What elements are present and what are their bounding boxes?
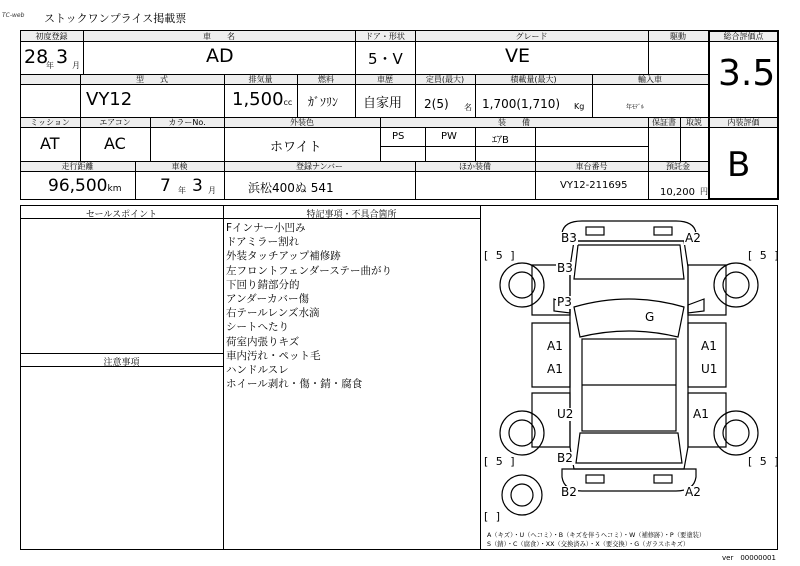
remark-item: ハンドルスレ [226,364,289,377]
remarks-title: 特記事項・不具合箇所 [306,210,397,220]
capacity-value [424,93,472,112]
damage-code: B2 [561,485,577,499]
mileage-value [48,176,121,196]
grade-value: VE [505,45,531,67]
deposit-label: 預託金 [666,162,690,171]
remark-item: Fインナー小凹み [226,222,306,234]
remark-item: 荷室内張りキズ [226,335,300,348]
damage-code: U1 [701,362,718,376]
remark-item: 車内汚れ・ペット毛 [226,349,321,362]
tire-rear-right: [ 5 ] [748,455,781,468]
interior-score-label: 内装評価 [727,118,760,127]
inspection-label: 車検 [171,162,188,171]
tire-rear-left: [ 5 ] [484,455,517,468]
mileage-unit: km [107,184,122,194]
door-shape-label: ドア・形状 [365,32,405,41]
damage-code: A1 [547,362,563,376]
first-reg-month-unit: 月 [72,61,80,70]
load-number: 1,700(1,710) [482,97,561,111]
vin-label: 車台番号 [575,162,608,171]
inspection-month: 3 [192,176,203,196]
car-name-value: AD [206,45,234,67]
model-label: 型 式 [136,75,168,84]
damage-code: A2 [685,231,701,245]
damage-code: P3 [557,295,572,309]
inspection-year: 7 [160,176,171,196]
mileage-label: 走行距離 [61,162,94,171]
usage-value: 自家用 [363,96,403,111]
remark-item: ホイール剥れ・傷・錆・腐食 [226,378,363,391]
remarks-list [226,221,392,391]
page-title: ストックワンプライス掲載票 [44,12,187,25]
load-unit: Kg [574,102,585,111]
damage-code: B3 [557,261,573,275]
inspection-month-unit: 月 [208,186,216,195]
damage-code: B3 [561,231,577,245]
displacement-value [232,89,292,110]
inspection-year-unit: 年 [178,186,186,195]
grade-label: グレード [515,32,548,41]
equipment-label: 装 備 [498,118,530,127]
load-value [482,93,585,112]
plate-value: 浜松400ぬ 541 [248,181,334,195]
usage-label: 車歴 [377,75,393,84]
deposit-value [660,180,708,199]
mission-label: ミッション [30,118,70,127]
damage-code: A1 [693,407,709,421]
remark-item: 外装タッチアップ補修跡 [226,250,341,263]
drive-label: 駆動 [670,32,686,41]
capacity-number: 2(5) [424,97,449,111]
exterior-color-label: 外装色 [290,118,314,127]
door-shape-value: 5・V [368,50,403,68]
legend-line: S（錆）・C（腐食）・XX（交換済み）・X（要交換）・G（ガラスホキズ） [487,541,690,548]
remark-item: 下回り錆部分的 [226,278,300,291]
fuel-label: 燃料 [318,75,334,84]
fuel-value: ｶﾞｿﾘﾝ [308,95,339,109]
vin-value: VY12-211695 [560,180,628,191]
aircon-label: エアコン [99,118,131,127]
remark-item: 左フロントフェンダーステー曲がり [226,264,393,277]
sales-point-title: セールスポイント [85,210,158,220]
displacement-unit: cc [283,98,293,107]
other-equipment-label: ほか装備 [459,162,491,171]
damage-code: A1 [701,339,717,353]
damage-legend [487,531,705,549]
deposit-unit: 円 [700,187,708,196]
equipment-item: PS [392,131,405,142]
deposit-number: 10,200 [660,187,695,198]
remark-item: アンダーカバー傷 [226,293,309,306]
tire-spare: [ ] [484,510,503,523]
damage-code: B2 [557,451,573,465]
load-label: 積載量(最大) [510,75,557,84]
warranty-label: 保証書 [652,118,676,127]
inspection-value [140,176,222,198]
capacity-unit: 名 [464,103,472,112]
damage-code: A1 [547,339,563,353]
displacement-label: 排気量 [248,75,273,84]
interior-score-value: B [727,145,751,185]
color-no-label: カラーNo. [168,118,206,127]
tire-front-right: [ 5 ] [748,249,781,262]
mileage-number: 96,500 [48,176,108,196]
damage-code: G [645,310,655,324]
manual-label: 取説 [686,118,702,127]
first-reg-month: 3 [56,46,69,68]
displacement-number: 1,500 [232,89,284,110]
tire-front-left: [ 5 ] [484,249,517,262]
remark-item: 右テールレンズ水滴 [226,307,320,320]
capacity-label: 定員(最大) [425,75,465,84]
logo-text: TC-web [2,12,25,19]
first-reg-value [22,44,82,72]
version-label: ver 00000001 [722,554,776,562]
first-reg-year: 28 [24,46,49,68]
import-model-year: 年ﾓﾃﾞﾙ [626,104,645,111]
mission-value: AT [40,134,60,153]
equipment-item: ｴｱB [492,135,509,146]
notes-title: 注意事項 [103,358,140,368]
overall-score-value: 3.5 [718,53,776,94]
aircon-value: AC [104,134,126,153]
overall-score-label: 総合評価点 [723,32,764,41]
legend-line: A（キズ）・U（ヘコミ）・B（キズを伴うヘコミ）・W（補修跡）・P（要塗装） [487,532,706,539]
logo [2,12,42,22]
car-name-label: 車 名 [203,32,235,41]
exterior-color-value: ホワイト [270,140,322,155]
car-outline-icon [482,207,776,547]
model-value: VY12 [86,89,133,110]
damage-code: A2 [685,485,701,499]
import-label: 輸入車 [638,75,662,84]
damage-code: U2 [557,407,574,421]
plate-label: 登録ナンバー [295,162,344,171]
remark-item: ドアミラー割れ [226,236,300,249]
first-reg-year-unit: 年 [46,61,54,70]
first-reg-label: 初度登録 [35,32,68,41]
equipment-item: PW [441,131,457,142]
remark-item: シートへたり [226,321,289,334]
